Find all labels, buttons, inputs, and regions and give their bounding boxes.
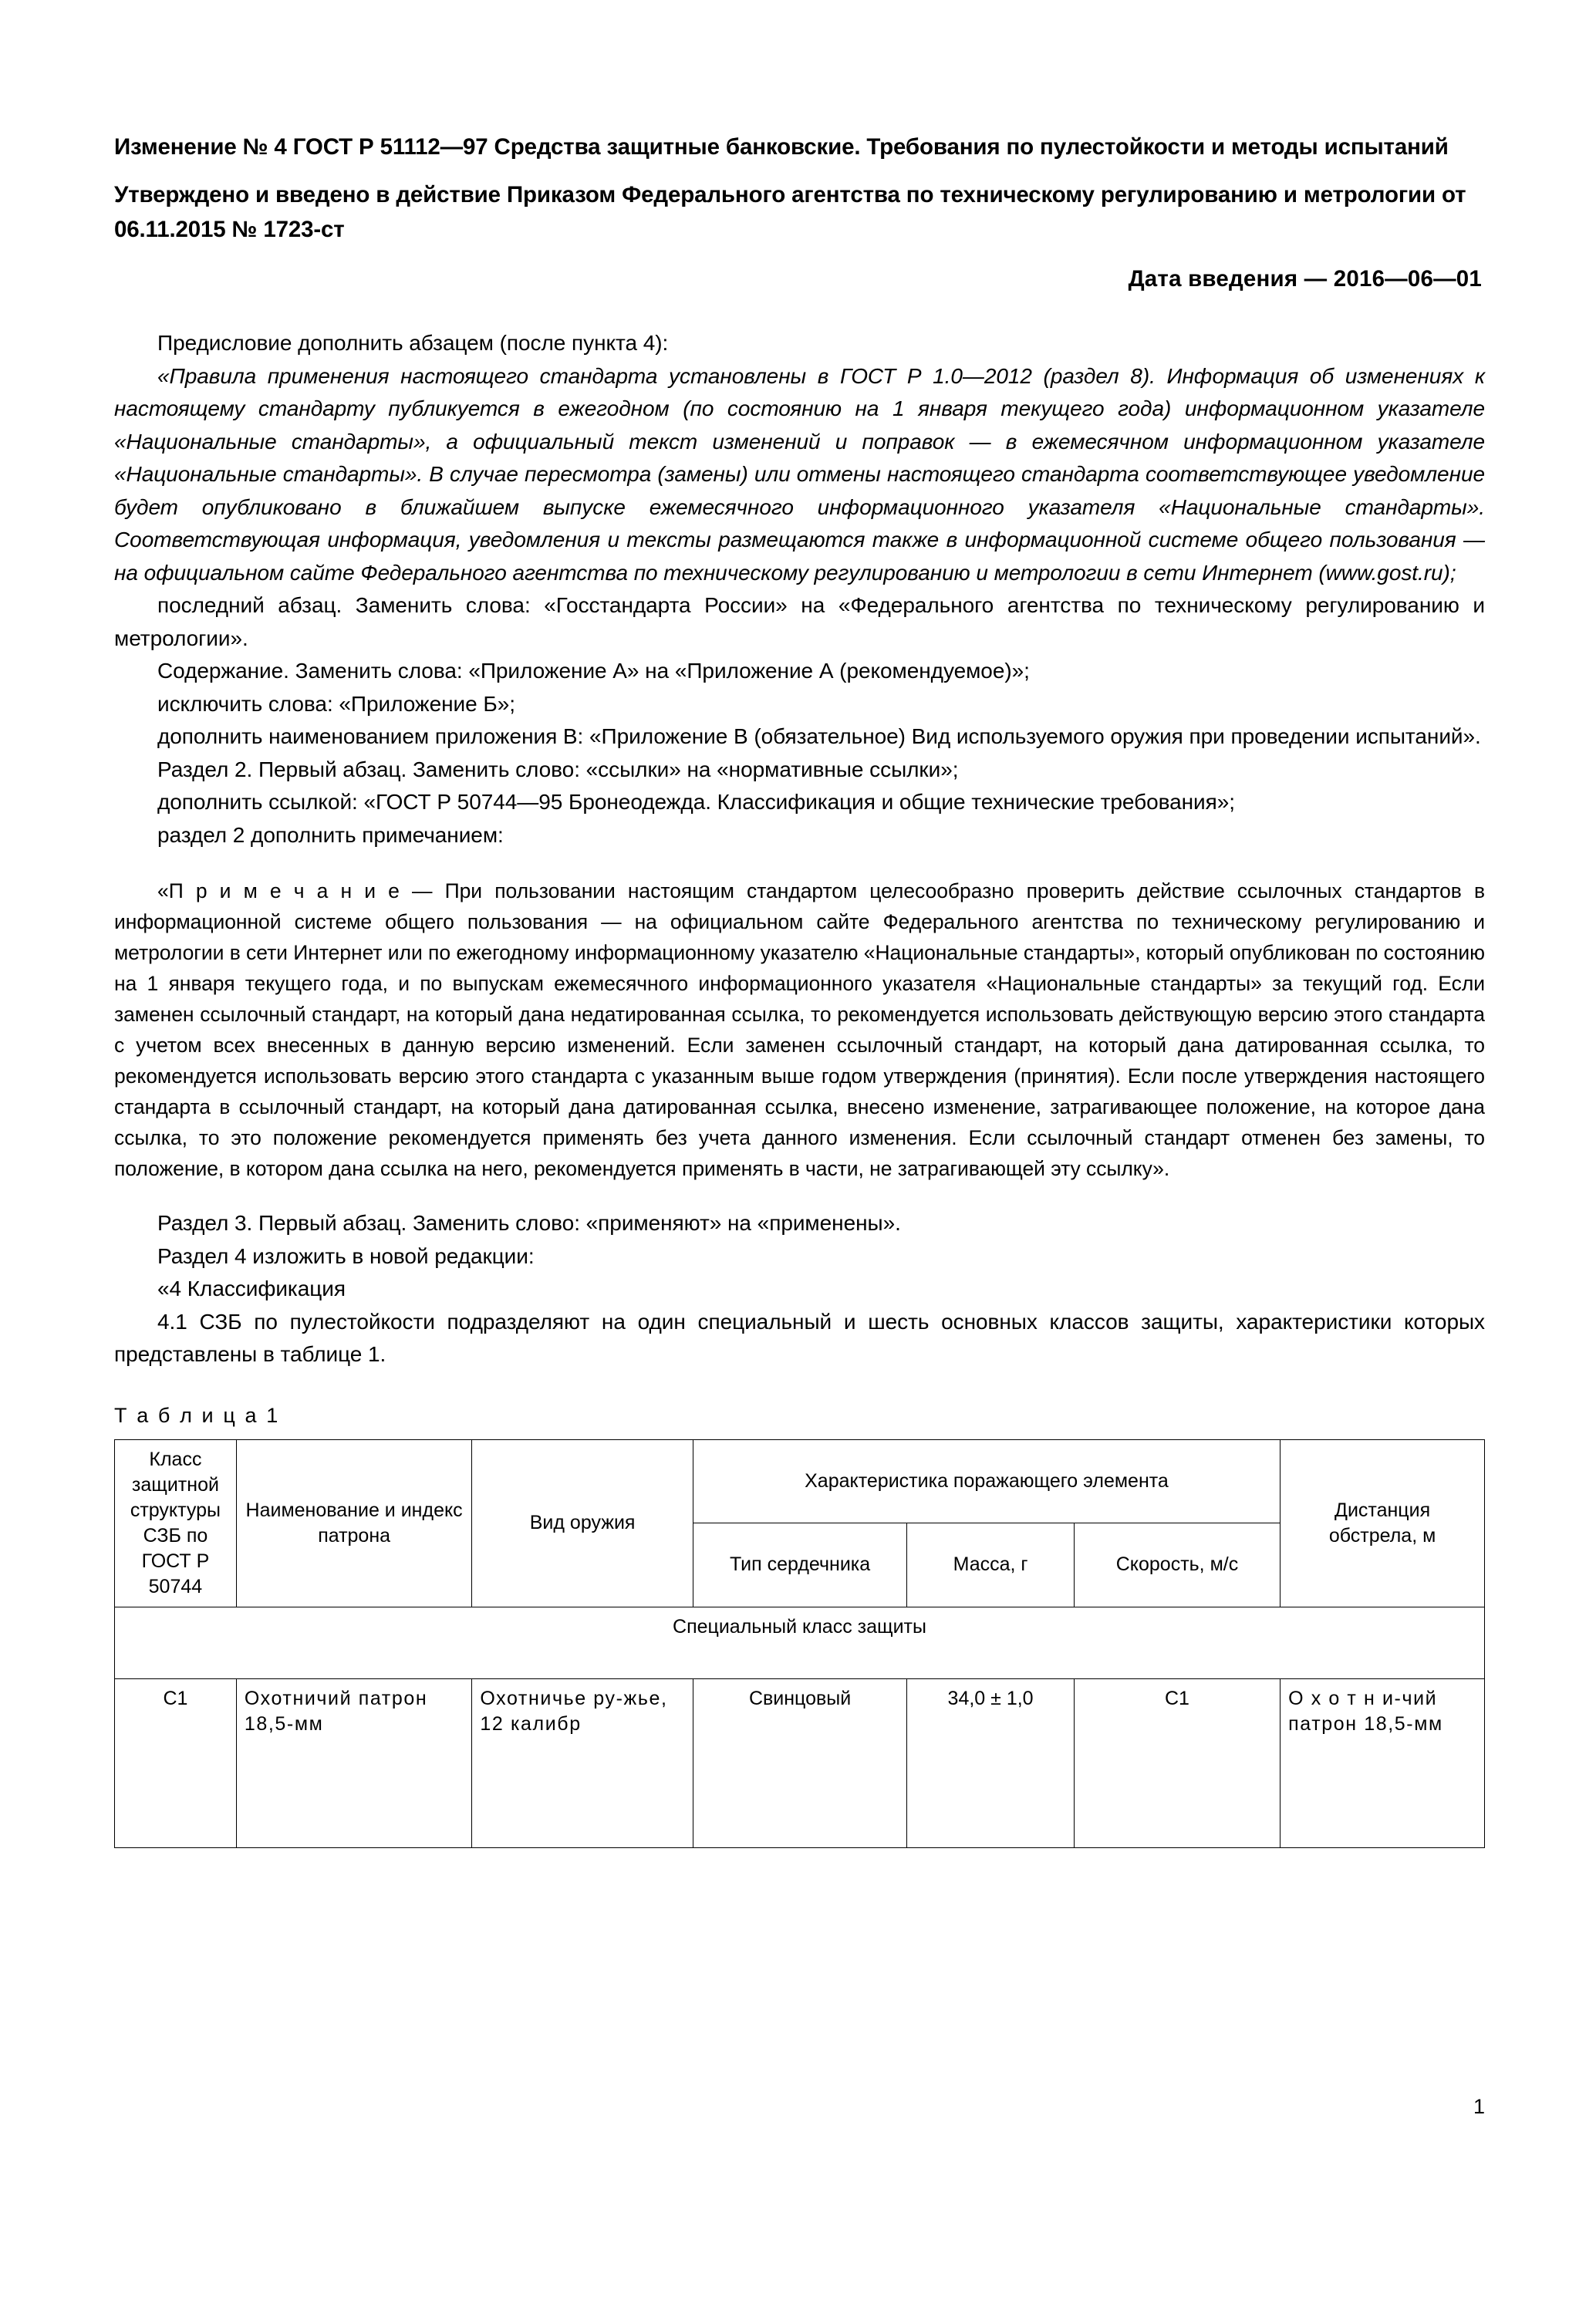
paragraph-contents-exclude: исключить слова: «Приложение Б»; <box>157 691 515 716</box>
th-weapon-column: Вид оружия <box>472 1439 693 1607</box>
paragraph-section2-first: Раздел 2. Первый абзац. Заменить слово: «ссылки» на «нормативные ссылки»; <box>157 757 959 781</box>
th-distance-column: Дистанция обстрела, м <box>1281 1439 1485 1607</box>
paragraph-contents-add-v: дополнить наименованием приложения В: «Приложение В (обязательное) Вид используемого оружия при проведении испытаний». <box>157 724 1481 748</box>
body-paragraphs <box>114 327 1485 852</box>
th-cartridge-column: Наименование и индекс патрона <box>236 1439 472 1607</box>
note-section <box>114 875 1485 1184</box>
paragraph-clause-4-1: 4.1 СЗБ по пулестойкости подразделяют на один специальный и шесть основных классов защиты, характеристики которых представлены в таблице 1. <box>114 1309 1485 1366</box>
paragraph-section2-add-note: раздел 2 дополнить примечанием: <box>157 822 504 847</box>
th-core-type: Тип сердечника <box>693 1523 907 1607</box>
paragraph-section3-first: Раздел 3. Первый абзац. Заменить слово: «применяют» на «применены». <box>157 1211 901 1235</box>
cell-cartridge: Охотничий патрон 18,5-мм <box>236 1678 472 1847</box>
note-text: «П р и м е ч а н и е — При пользовании настоящим стандартом целесообразно проверить действие ссылочных стандартов в информационной системе общего пользования — на официальном сайте Федерального агентства по техническому регулированию и метрологии в сети Интернет или по ежегодному информационному указателю «Национальные стандарты», который опубликован по состоянию на 1 января текущего года, и по выпускам ежемесячного информационного указателя «Национальные стандарты» за текущий год. Если заменен ссылочный стандарт, на который дана недатированная ссылка, то рекомендуется использовать действующую версию этого стандарта с учетом всех внесенных в данную версию изменений. Если заменен ссылочный стандарт, на который дана датированная ссылка, то рекомендуется использовать версию этого стандарта с указанным выше годом утверждения (принятия). Если после утверждения настоящего стандарта в ссылочный стандарт, на который дана датированная ссылка, внесено изменение, затрагивающее положение, на которое дана ссылка, то это положение рекомендуется применять без учета данного изменения. Если ссылочный стандарт отменен без замены, то положение, в котором дана ссылка на него, рекомендуется применять в части, не затрагивающей эту ссылку». <box>114 879 1485 1180</box>
th-speed: Скорость, м/с <box>1074 1523 1280 1607</box>
table-head <box>115 1439 1485 1607</box>
cell-mass: 34,0 ± 1,0 <box>907 1678 1074 1847</box>
table-wrapper <box>114 1439 1485 1848</box>
table-section-label: Специальный класс защиты <box>115 1607 1485 1678</box>
page-content <box>114 0 1485 1848</box>
table-section-row <box>115 1607 1485 1678</box>
cell-weapon: Охотничье ру-жье, 12 калибр <box>472 1678 693 1847</box>
paragraph-section4-title: «4 Классификация <box>157 1277 346 1300</box>
page-number: 1 <box>1473 2095 1485 2118</box>
cell-speed: С1 <box>1074 1678 1280 1847</box>
paragraph-section4-rewrite: Раздел 4 изложить в новой редакции: <box>157 1243 535 1268</box>
paragraph-section2-add-ref: дополнить ссылкой: «ГОСТ Р 50744—95 Бронеодежда. Классификация и общие технические требования»; <box>157 790 1236 814</box>
classification-table <box>114 1439 1485 1848</box>
cell-distance: О х о т н и-чий патрон 18,5-мм <box>1281 1678 1485 1847</box>
document-approval-statement: Утверждено и введено в действие Приказом Федерального агентства по техническому регулированию и метрологии от 06.11.2015 № 1723-ст <box>114 182 1466 242</box>
th-class-column: Класс защитной структуры СЗБ по ГОСТ Р 50744 <box>115 1439 237 1607</box>
cell-class: С1 <box>115 1678 237 1847</box>
paragraph-contents-replace: Содержание. Заменить слова: «Приложение А» на «Приложение А (рекомендуемое)»; <box>157 659 1030 683</box>
document-title: Изменение № 4 ГОСТ Р 51112—97 Средства защитные банковские. Требования по пулестойкости и методы испытаний <box>114 134 1449 160</box>
paragraph-preface-quote: «Правила применения настоящего стандарта установлены в ГОСТ Р 1.0—2012 (раздел 8). Информация об изменениях к настоящему стандарту публикуется в ежегодном (по состоянию на 1 января текущего года) информационном указателе «Национальные стандарты», а официальный текст изменений и поправок — в ежемесячном информационном указателе «Национальные стандарты». В случае пересмотра (замены) или отмены настоящего стандарта соответствующее уведомление будет опубликовано в ближайшем выпуске ежемесячного информационного указателя «Национальные стандарты». Соответствующая информация, уведомления и тексты размещаются также в информационной системе общего пользования — на официальном сайте Федерального агентства по техническому регулированию и метрологии в сети Интернет (www.gost.ru); <box>114 363 1485 585</box>
paragraph-last-paragraph-replace: последний абзац. Заменить слова: «Госстандарта России» на «Федерального агентства по техническому регулированию и метрологии». <box>114 593 1485 650</box>
th-mass: Масса, г <box>907 1523 1074 1607</box>
table-row <box>115 1678 1485 1847</box>
table-header-row-1 <box>115 1439 1485 1523</box>
body-paragraphs-after-note <box>114 1207 1485 1371</box>
table-caption: Т а б л и ц а 1 <box>114 1403 280 1427</box>
th-element-group: Характеристика поражающего элемента <box>693 1439 1280 1523</box>
document-effective-date: Дата введения — 2016—06—01 <box>1128 266 1482 292</box>
document-header <box>114 0 1485 296</box>
table-body <box>115 1607 1485 1847</box>
cell-core-type: Свинцовый <box>693 1678 907 1847</box>
paragraph-preface-intro: Предисловие дополнить абзацем (после пункта 4): <box>157 331 669 355</box>
